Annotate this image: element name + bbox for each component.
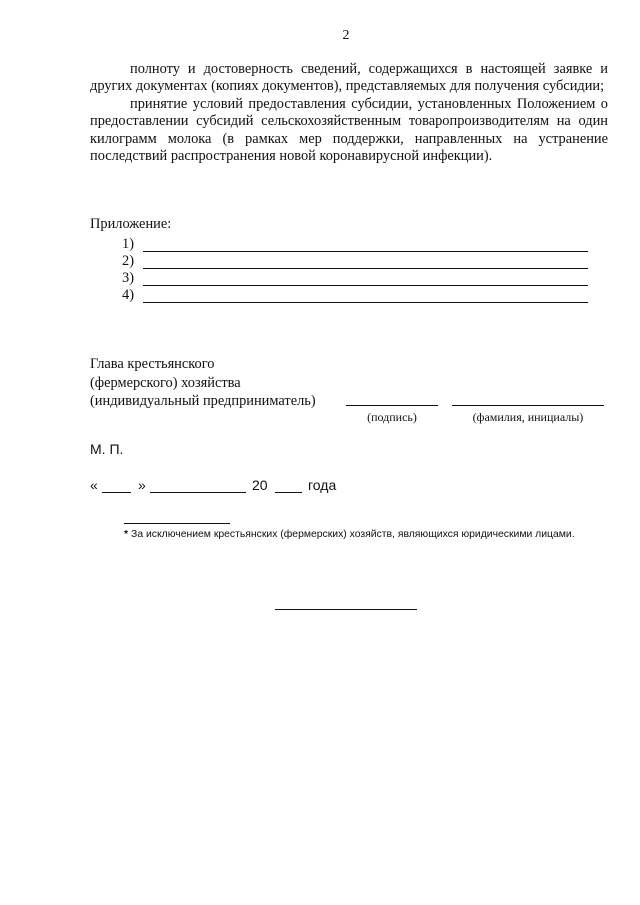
attachment-item: [122, 236, 588, 253]
date-day-blank: [102, 492, 131, 493]
attachment-item: [122, 287, 588, 304]
attachment-item: [122, 253, 588, 270]
head-title-line: (фермерского) хозяйства: [90, 374, 241, 391]
footnote-marker: *: [124, 529, 129, 540]
attachment-number: 4): [122, 287, 134, 303]
name-blank-line: [452, 405, 604, 406]
attachment-item: [122, 270, 588, 287]
footnote-text: За исключением крестьянских (фермерских) хозяйств, являющихся юридическими лицами.: [131, 529, 575, 540]
page-number: 2: [342, 28, 350, 43]
paragraph-completeness: полноту и достоверность сведений, содержащихся в настоящей заявке и других документах (копиях документов), представляемых для получения субсидии;: [90, 61, 608, 95]
footnote: [124, 529, 614, 540]
date-century: 20: [252, 477, 268, 493]
attachment-number: 3): [122, 270, 134, 286]
attachment-blank-line: [143, 285, 588, 286]
name-caption: (фамилия, инициалы): [472, 410, 584, 424]
attachment-number: 1): [122, 236, 134, 252]
head-title-line: (индивидуальный предприниматель): [90, 393, 316, 409]
head-title-block: [90, 355, 316, 411]
paragraph-acceptance: принятие условий предоставления субсидии, установленных Положением о предоставлении субсидий сельскохозяйственным товаропроизводителям на один килограмм молока (в рамках мер поддержки, направленных на устранение последствий распространения новой коронавирусной инфекции).: [90, 95, 608, 165]
attachments-title: Приложение:: [90, 216, 172, 232]
end-of-document-line: [275, 609, 417, 610]
head-title-line: Глава крестьянского: [90, 356, 215, 372]
attachment-blank-line: [143, 302, 588, 303]
date-year-word: года: [308, 477, 337, 493]
attachment-blank-line: [143, 251, 588, 252]
signature-caption: (подпись): [367, 410, 417, 424]
attachment-number: 2): [122, 253, 134, 269]
date-month-blank: [150, 492, 246, 493]
date-close-quote: »: [138, 477, 146, 493]
date-open-quote: «: [90, 477, 98, 493]
footnote-separator: [124, 523, 230, 524]
signature-blank-line: [346, 405, 438, 406]
stamp-place-label: М. П.: [90, 441, 124, 457]
date-year-blank: [275, 492, 302, 493]
body-text: [90, 61, 608, 165]
attachment-blank-line: [143, 268, 588, 269]
